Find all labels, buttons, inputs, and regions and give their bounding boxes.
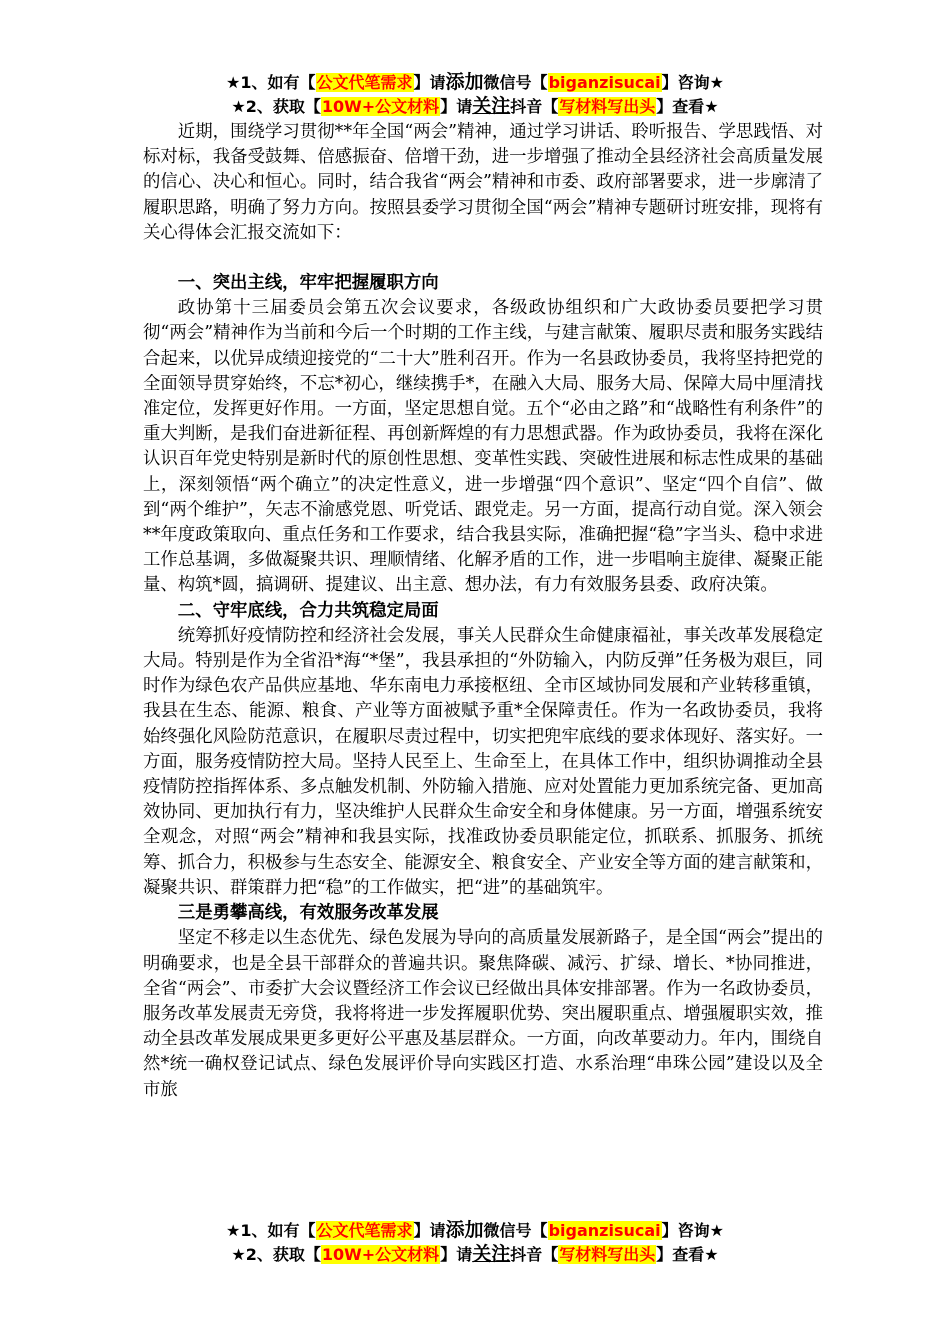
section-heading-2: 二、守牢底线，合力共筑稳定局面 xyxy=(177,600,439,621)
highlight-wechat-id: biganzisucai xyxy=(548,1221,661,1240)
top-promo-line-1: ★1、如有【公文代笔需求】请添加微信号【biganzisucai】咨询★ xyxy=(226,71,724,93)
highlight-douyin: 写材料写出头 xyxy=(559,1245,656,1264)
highlight-service: 公文代笔需求 xyxy=(316,1221,413,1240)
highlight-materials: 10W+公文材料 xyxy=(321,97,440,116)
highlight-service: 公文代笔需求 xyxy=(316,73,413,92)
document-body xyxy=(143,120,823,1103)
section-heading-1: 一、突出主线，牢牢把握履职方向 xyxy=(177,273,439,294)
spacer xyxy=(143,246,823,271)
section-paragraph-1: 政协第十三届委员会第五次会议要求，各级政协组织和广大政协委员要把学习贯彻“两会”精神作为当前和今后一个时期的工作主线，与建言献策、履职尽责和服务实践结合起来，以优异成绩迎接党的“二十大”胜利召开。作为一名县政协委员，我将坚持把党的全面领导贯穿始终，不忘*初心，继续携手*，在融入大局、服务大局、保障大局中厘清找准定位，发挥更好作用。一方面，坚定思想自觉。五个“必由之路”和“战略性有利条件”的重大判断，是我们奋进新征程、再创新辉煌的有力思想武器。作为政协委员，我将在深化认识百年党史特别是新时代的原创性思想、变革性实践、突破性进展和标志性成果的基础上，深刻领悟“两个确立”的决定性意义，进一步增强“四个意识”、坚定“四个自信”、做到“两个维护”，矢志不渝感党恩、听党话、跟党走。另一方面，提高行动自觉。深入领会**年度政策取向、重点任务和工作要求，结合我县实际，准确把握“稳”字当头、稳中求进工作总基调，多做凝聚共识、理顺情绪、化解矛盾的工作，进一步唱响主旋律、凝聚正能量、构筑*圆，搞调研、提建议、出主意、想办法，有力有效服务县委、政府决策。 xyxy=(143,298,823,596)
highlight-douyin: 写材料写出头 xyxy=(559,97,656,116)
bottom-promo-line-2: ★2、获取【10W+公文材料】请关注抖音【写材料写出头】查看★ xyxy=(231,1243,719,1265)
highlight-materials: 10W+公文材料 xyxy=(321,1245,440,1264)
bottom-promo-line-1: ★1、如有【公文代笔需求】请添加微信号【biganzisucai】咨询★ xyxy=(226,1219,724,1241)
section-heading-3: 三是勇攀高线，有效服务改革发展 xyxy=(177,903,439,924)
intro-paragraph: 近期，围绕学习贯彻**年全国“两会”精神，通过学习讲话、聆听报告、学思践悟、对标对标，我备受鼓舞、倍感振奋、倍增干劲，进一步增强了推动全县经济社会高质量发展的信心、决心和恒心。同时，结合我省“两会”精神和市委、政府部署要求，进一步廓清了履职思路，明确了努力方向。按照县委学习贯彻全国“两会”精神专题研讨班安排，现将有关心得体会汇报交流如下： xyxy=(143,122,823,243)
section-paragraph-2: 统筹抓好疫情防控和经济社会发展，事关人民群众生命健康福祉，事关改革发展稳定大局。特别是作为全省沿*海“*堡”，我县承担的“外防输入，内防反弹”任务极为艰巨，同时作为绿色农产品供应基地、华东南电力承接枢纽、全市区域协同发展和产业转移重镇，我县在生态、能源、粮食、产业等方面被赋予重*全保障责任。作为一名政协委员，我将始终强化风险防范意识，在履职尽责过程中，切实把兜牢底线的要求体现好、落实好。一方面，服务疫情防控大局。坚持人民至上、生命至上，在具体工作中，组织协调推动全县疫情防控指挥体系、多点触发机制、外防输入措施、应对处置能力更加系统完备、更加高效协同、更加执行有力，坚决维护人民群众生命安全和身体健康。另一方面，增强系统安全观念，对照“两会”精神和我县实际，找准政协委员职能定位，抓联系、抓服务、抓统筹、抓合力，积极参与生态安全、能源安全、粮食安全、产业安全等方面的建言献策和，凝聚共识、群策群力把“稳”的工作做实，把“进”的基础筑牢。 xyxy=(143,625,823,898)
highlight-wechat-id: biganzisucai xyxy=(548,73,661,92)
section-paragraph-3: 坚定不移走以生态优先、绿色发展为导向的高质量发展新路子，是全国“两会”提出的明确要求，也是全县干部群众的普遍共识。聚焦降碳、减污、扩绿、增长、*协同推进，全省“两会”、市委扩大会议暨经济工作会议已经做出具体安排部署。作为一名政协委员，服务改革发展责无旁贷，我将将进一步发挥履职优势、突出履职重点、增强履职实效，推动全县改革发展成果更多更好公平惠及基层群众。一方面，向改革要动力。年内，围绕自然*统一确权登记试点、绿色发展评价导向实践区打造、水系治理“串珠公园”建设以及全市旅 xyxy=(143,928,823,1100)
top-promo-line-2: ★2、获取【10W+公文材料】请关注抖音【写材料写出头】查看★ xyxy=(231,95,719,117)
